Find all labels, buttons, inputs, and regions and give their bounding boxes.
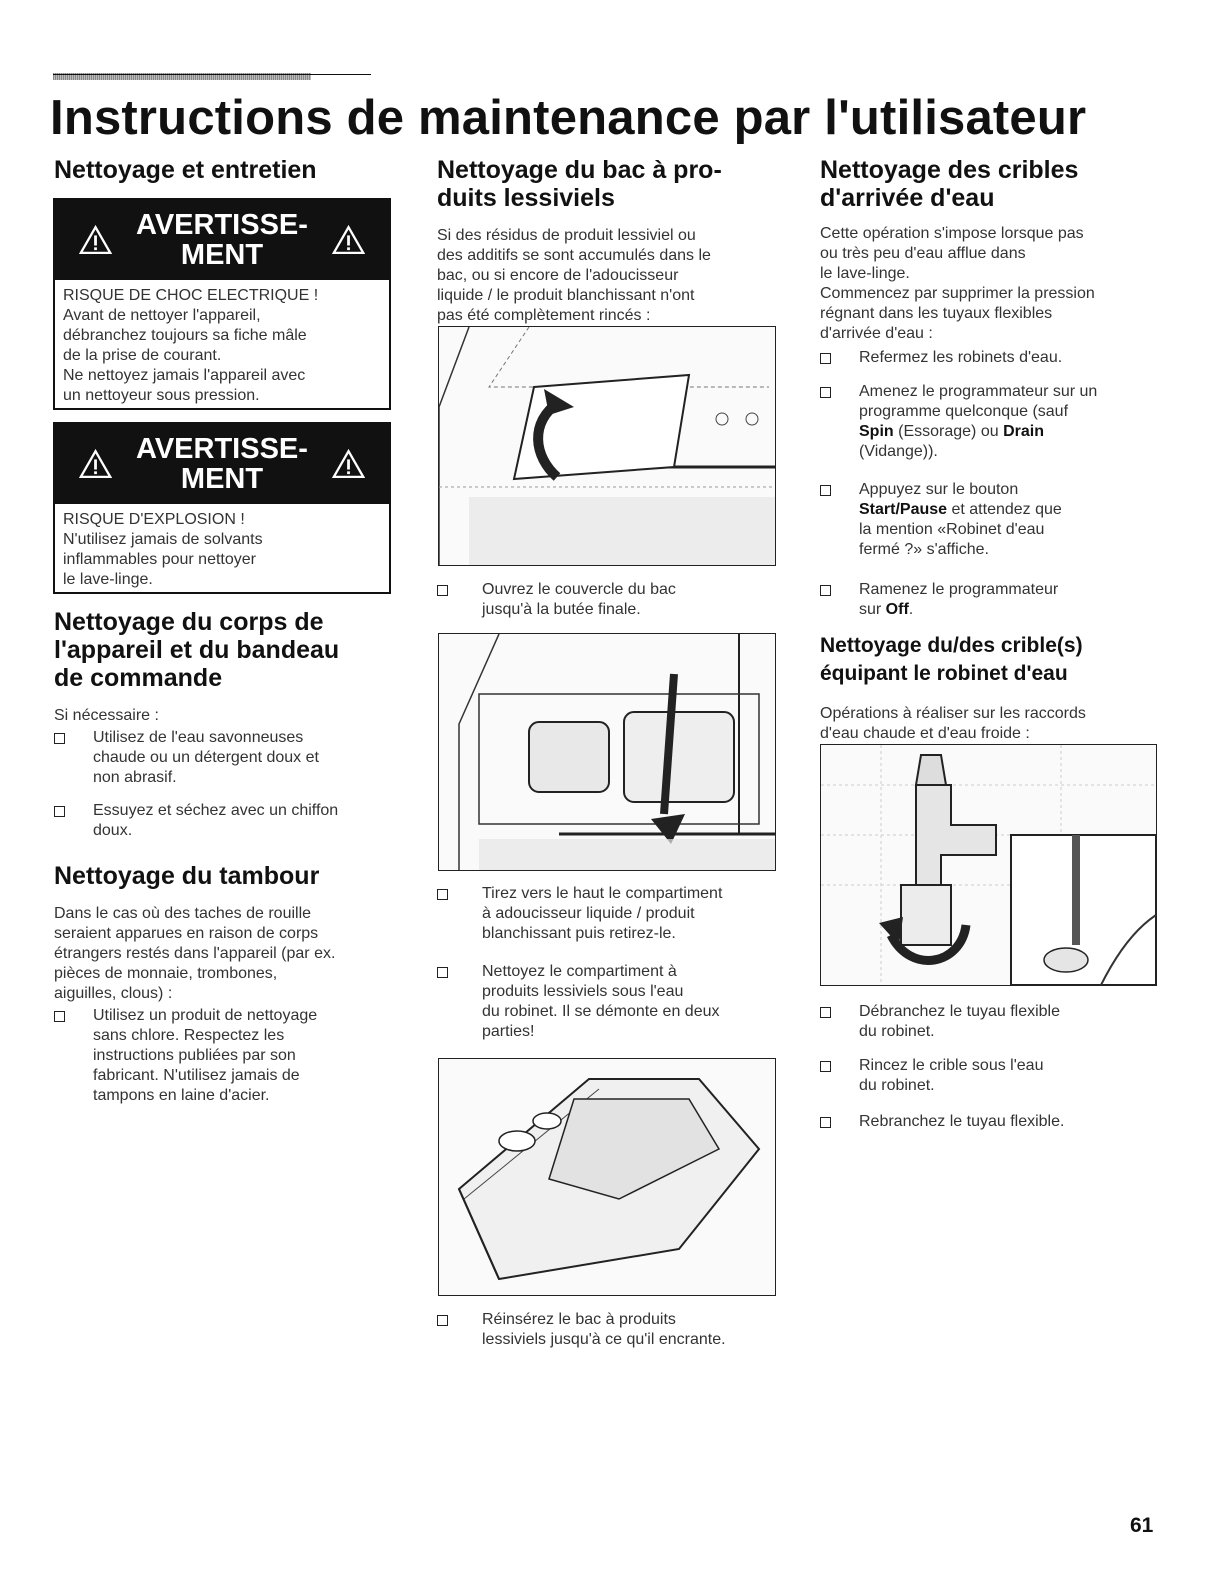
warning-title: AVERTISSE- MENT bbox=[136, 209, 308, 271]
page-title: Instructions de maintenance par l'utilisateur bbox=[50, 91, 1087, 145]
checkbox-bullet-icon bbox=[437, 1315, 448, 1326]
warning-text: RISQUE D'EXPLOSION ! N'utilisez jamais de solvants inflammables pour nettoyer le lave-linge. bbox=[63, 511, 263, 588]
warning-triangle-icon bbox=[332, 224, 365, 256]
warning-box-electric bbox=[53, 198, 391, 410]
checkbox-bullet-icon bbox=[54, 733, 65, 744]
warning-triangle-icon bbox=[79, 448, 112, 480]
section-heading-cleaning: Nettoyage et entretien bbox=[54, 156, 317, 184]
list-item: Refermez les robinets d'eau. bbox=[820, 348, 1062, 368]
list-item: Utilisez un produit de nettoyage sans chlore. Respectez les instructions publiées par son fabricant. N'utilisez jamais de tampons en laine d'acier. bbox=[54, 1006, 317, 1106]
checkbox-bullet-icon bbox=[820, 387, 831, 398]
warning-triangle-icon bbox=[79, 224, 112, 256]
list-item: Réinsérez le bac à produits lessiviels jusqu'à ce qu'il encrante. bbox=[437, 1310, 726, 1350]
warning-title: AVERTISSE- MENT bbox=[136, 433, 308, 495]
list-item: Ouvrez le couvercle du bac jusqu'à la butée finale. bbox=[437, 580, 676, 620]
drum-intro: Dans le cas où des taches de rouille seraient apparues en raison de corps étrangers restés dans l'appareil (par ex. pièces de monnaie, trombones, aiguilles, clous) : bbox=[54, 905, 336, 1002]
tap-filter-intro: Opérations à réaliser sur les raccords d'eau chaude et d'eau froide : bbox=[820, 705, 1086, 742]
figure-open-dispenser-lid bbox=[438, 326, 776, 566]
list-item: Nettoyez le compartiment à produits lessiviels sous l'eau du robinet. Il se démonte en deux parties! bbox=[437, 962, 720, 1042]
checkbox-bullet-icon bbox=[820, 585, 831, 596]
section-heading-drum: Nettoyage du tambour bbox=[54, 862, 320, 890]
sub-heading-tap-filter: Nettoyage du/des crible(s) équipant le robinet d'eau bbox=[820, 634, 1083, 685]
warning-text: RISQUE DE CHOC ELECTRIQUE ! Avant de nettoyer l'appareil, débranchez toujours sa fiche mâle de la prise de courant. Ne nettoyez jamais l'appareil avec un nettoyeur sous pression. bbox=[63, 287, 319, 404]
bullet-list bbox=[54, 728, 394, 841]
warning-box-explosion bbox=[53, 422, 391, 594]
list-item: Rebranchez le tuyau flexible. bbox=[820, 1112, 1064, 1132]
warning-header bbox=[55, 200, 389, 280]
list-item: Appuyez sur le bouton Start/Pause et attendez que la mention «Robinet d'eau fermé ?» s'affiche. bbox=[820, 480, 1062, 560]
figure-tap-filter bbox=[820, 744, 1157, 986]
section-heading-filters: Nettoyage des cribles d'arrivée d'eau bbox=[820, 156, 1079, 212]
list-item: Amenez le programmateur sur un programme quelconque (sauf Spin (Essorage) ou Drain (Vidange)). bbox=[820, 382, 1097, 462]
list-item: Tirez vers le haut le compartiment à adoucisseur liquide / produit blanchissant puis retirez-le. bbox=[437, 884, 722, 944]
header-rule bbox=[53, 74, 371, 75]
section-intro: Si nécessaire : bbox=[54, 707, 159, 724]
figure-remove-compartment bbox=[438, 633, 776, 871]
section-heading-dispenser: Nettoyage du bac à pro- duits lessiviels bbox=[437, 156, 722, 212]
list-item: Utilisez de l'eau savonneuses chaude ou un détergent doux et non abrasif. bbox=[54, 728, 394, 788]
list-item: Essuyez et séchez avec un chiffon doux. bbox=[54, 801, 394, 841]
checkbox-bullet-icon bbox=[820, 1061, 831, 1072]
warning-header bbox=[55, 424, 389, 504]
checkbox-bullet-icon bbox=[820, 1117, 831, 1128]
section-heading-body: Nettoyage du corps de l'appareil et du bandeau de commande bbox=[54, 608, 340, 692]
filters-intro: Cette opération s'impose lorsque pas ou très peu d'eau afflue dans le lave-linge. Commencez par supprimer la pression régnant dans les tuyaux flexibles d'arrivée d'eau : bbox=[820, 225, 1095, 342]
list-item: Débranchez le tuyau flexible du robinet. bbox=[820, 1002, 1060, 1042]
figure-dispenser-drawer bbox=[438, 1058, 776, 1296]
checkbox-bullet-icon bbox=[437, 585, 448, 596]
list-item: Ramenez le programmateur sur Off. bbox=[820, 580, 1058, 620]
dispenser-intro: Si des résidus de produit lessiviel ou des additifs se sont accumulés dans le bac, ou si encore de l'adoucisseur liquide / le produit blanchissant n'ont pas été complètement rincés : bbox=[437, 227, 711, 324]
page-number: 61 bbox=[1130, 1514, 1154, 1537]
checkbox-bullet-icon bbox=[820, 353, 831, 364]
checkbox-bullet-icon bbox=[54, 806, 65, 817]
checkbox-bullet-icon bbox=[437, 967, 448, 978]
checkbox-bullet-icon bbox=[820, 1007, 831, 1018]
warning-triangle-icon bbox=[332, 448, 365, 480]
checkbox-bullet-icon bbox=[437, 889, 448, 900]
list-item: Rincez le crible sous l'eau du robinet. bbox=[820, 1056, 1043, 1096]
checkbox-bullet-icon bbox=[54, 1011, 65, 1022]
checkbox-bullet-icon bbox=[820, 485, 831, 496]
